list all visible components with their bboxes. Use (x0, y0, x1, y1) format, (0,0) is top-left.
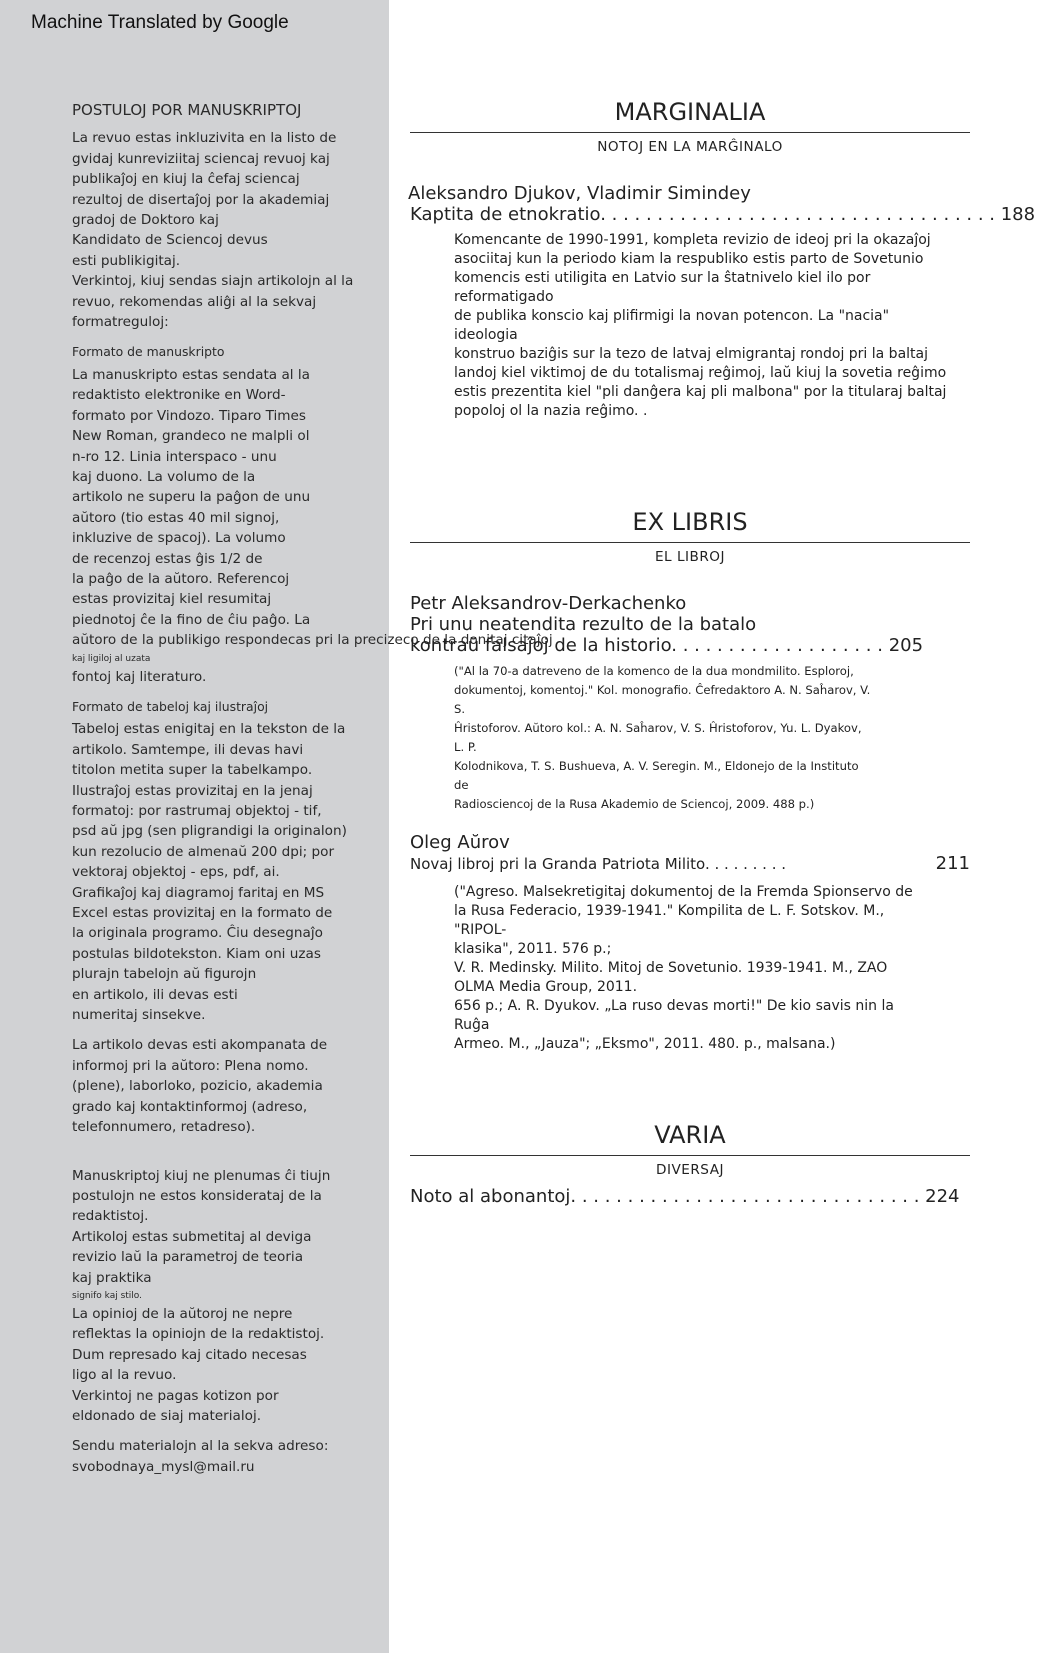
text-line: komencis esti utiligita en Latvio sur la ŝtatnivelo kiel ilo por reformatigado (454, 270, 871, 305)
text-line: en artikolo, ili devas esti (72, 986, 238, 1003)
text-line: plurajn tabelojn aŭ figurojn (72, 966, 257, 983)
text-line: esti publikigitaj. (72, 252, 181, 269)
text-line: telefonnumero, retadreso). (72, 1119, 256, 1136)
text-line: gradoj de Doktoro kaj (72, 212, 219, 229)
book-reference (454, 883, 924, 1054)
text-line: Kolodnikova, T. S. Bushueva, A. V. Seregin. M., Eldonejo de la Instituto de (454, 759, 859, 792)
text-line: Dum represado kaj citado necesas (72, 1346, 307, 1363)
exlibris-section (410, 505, 970, 1054)
text-line: formatoj: por rastrumaj objektoj - tif, (72, 803, 322, 819)
text-line: Kandidato de Sciencoj devus (72, 232, 268, 249)
text-line: artikolo. Samtempe, ili devas havi (72, 741, 304, 758)
text-line: Komencante de 1990-1991, kompleta revizio de ideoj pri la okazaĵoj (454, 232, 931, 248)
text-line: landoj kiel viktimoj de du totalismaj reĝimoj, laŭ kiuj la sovetia reĝimo (454, 365, 947, 381)
toc-entry: Pri unu neatendita rezulto de la batalo (410, 614, 757, 635)
text-line: V. R. Medinsky. Milito. Mitoj de Sovetunio. 1939-1941. M., ZAO (454, 960, 888, 976)
section-heading: MARGINALIA (614, 98, 766, 126)
section-subheading: DIVERSAJ (656, 1162, 724, 1178)
text-line: grado kaj kontaktinformoj (adreso, (72, 1098, 308, 1115)
text-line: la paĝo de la aŭtoro. Referencoj (72, 570, 290, 587)
section-heading: VARIA (654, 1121, 726, 1149)
footnote-text: kaj ligiloj al uzata (72, 653, 151, 664)
divider (410, 1155, 970, 1156)
section-heading: EX LIBRIS (632, 508, 748, 536)
text-line: ("Al la 70-a datreveno de la komenco de la dua mondmilito. Esploroj, (454, 664, 854, 678)
text-line: revuo, rekomendas aliĝi al la sekvaj (72, 293, 317, 310)
text-line: Excel estas provizitaj en la formato de (72, 905, 333, 922)
book-reference (454, 662, 874, 814)
text-line: kaj praktika (72, 1269, 152, 1286)
text-line: dokumentoj, komentoj." Kol. monografio. Ĉefredaktoro A. N. Saĥarov, V. S. (454, 683, 871, 716)
guidelines-title: POSTULOJ POR MANUSKRIPTOJ (72, 101, 302, 119)
text-line: formatreguloj: (72, 314, 169, 331)
text-line: numeritaj sinsekve. (72, 1007, 206, 1024)
text-line: kun rezolucio de almenaŭ 200 dpi; por (72, 843, 335, 860)
text-line: La revuo estas inkluzivita en la listo de (72, 130, 337, 147)
intro-text (72, 128, 372, 332)
text-line: inkluzive de spacoj). La volumo (72, 530, 286, 547)
text-line: New Roman, grandeco ne malpli ol (72, 428, 310, 445)
text-line: Sendu materialojn al la sekva adreso: (72, 1438, 329, 1455)
email-address: svobodnaya_mysl@mail.ru (72, 1458, 255, 1475)
article-author: Oleg Aŭrov (410, 832, 510, 853)
text-line: 656 p.; A. R. Dyukov. „La ruso devas morti!" De kio savis nin la Ruĝa (454, 998, 894, 1033)
tables-text (72, 719, 372, 1025)
text-line: vektoraj objektoj - eps, pdf, ai. (72, 864, 280, 881)
text-line: fontoj kaj literaturo. (72, 668, 207, 685)
translation-banner: Machine Translated by Google (31, 12, 289, 33)
text-line: eldonado de siaj materialoj. (72, 1407, 262, 1424)
text-line: popoloj ol la nazia reĝimo. . (454, 403, 648, 419)
text-line: La opinioj de la aŭtoroj ne nepre (72, 1305, 293, 1322)
text-line: La manuskripto estas sendata al la (72, 366, 310, 383)
tables-subtitle: Formato de tabeloj kaj ilustraĵoj (72, 698, 269, 714)
text-line: Grafikaĵoj kaj diagramoj faritaj en MS (72, 884, 325, 901)
article-author: Petr Aleksandrov-Derkachenko (410, 593, 687, 614)
text-line: Verkintoj ne pagas kotizon por (72, 1387, 279, 1404)
send-address (72, 1436, 372, 1477)
text-line: ligo al la revuo. (72, 1367, 177, 1384)
text-line: Radiosciencoj de la Rusa Akademio de Sciencoj, 2009. 488 p.) (454, 797, 815, 811)
footnote-text: signifo kaj stilo. (72, 1290, 143, 1301)
article-abstract (454, 231, 954, 421)
marginalia-section (408, 95, 1036, 421)
table-of-contents (408, 95, 1036, 1207)
article-author: Aleksandro Djukov, Vladimir Simindey (408, 183, 751, 204)
format-subtitle: Formato de manuskripto (72, 344, 225, 360)
text-line: la originala programo. Ĉiu desegnaĵo (72, 925, 323, 942)
toc-entry: Noto al abonantoj. . . . . . . . . . . . . . . . . . . . . . . . . . . . . . . 224 (410, 1186, 960, 1207)
text-line: klasika", 2011. 576 p.; (454, 941, 612, 957)
text-line: Manuskriptoj kiuj ne plenumas ĉi tiujn (72, 1167, 331, 1184)
text-line: postulas bildotekston. Kiam oni uzas (72, 945, 321, 962)
text-line: redaktistoj. (72, 1208, 149, 1225)
text-line: de recenzoj estas ĝis 1/2 de (72, 550, 263, 567)
text-line: de publika konscio kaj plifirmigi la novan potencon. La "nacia" ideologia (454, 308, 890, 343)
varia-section (410, 1118, 970, 1207)
text-line: postulojn ne estos konsiderataj de la (72, 1187, 322, 1204)
text-line: Verkintoj, kiuj sendas siajn artikolojn al la (72, 273, 354, 290)
text-line: psd aŭ jpg (sen pligrandigi la originalon) (72, 823, 347, 840)
text-line: (plene), laborloko, pozicio, akademia (72, 1078, 323, 1095)
text-line: Ĥristoforov. Aŭtoro kol.: A. N. Saĥarov, V. S. Ĥristoforov, Yu. L. Dyakov, L. P. (454, 721, 862, 754)
text-line: La artikolo devas esti akompanata de (72, 1037, 328, 1054)
text-line: revizio laŭ la parametroj de teoria (72, 1249, 304, 1266)
toc-entry: kontraŭ falsaĵoj de la historio. . . . . . . . . . . . . . . . . . . 205 (410, 635, 924, 656)
text-line: aŭtoro (tio estas 40 mil signoj, (72, 509, 280, 526)
toc-entry: Novaj libroj pri la Granda Patriota Milito. . . . . . . . . (410, 855, 787, 873)
opinion-text (72, 1304, 372, 1426)
text-line: la Rusa Federacio, 1939-1941." Kompilita de L. F. Sotskov. M., "RIPOL- (454, 903, 885, 938)
text-line: aŭtoro de la publikigo respondecas pri la precizeco de la donitaj citaĵoj (72, 632, 553, 649)
rules-text (72, 1166, 372, 1304)
text-line: n-ro 12. Linia interspaco - unu (72, 448, 277, 465)
section-subheading: EL LIBROJ (654, 549, 726, 565)
text-line: konstruo baziĝis sur la tezo de latvaj elmigrantaj rondoj pri la baltaj (454, 346, 928, 362)
text-line: publikaĵoj en kiuj la ĉefaj sciencaj (72, 171, 300, 188)
text-line: Ilustraĵoj estas provizitaj en la jenaj (72, 782, 313, 799)
text-line: formato por Vindozo. Tiparo Times (72, 407, 306, 424)
text-line: piednotoj ĉe la fino de ĉiu paĝo. La (72, 611, 311, 628)
toc-entry-row (410, 853, 970, 875)
text-line: rezultoj de disertaĵoj por la akademiaj (72, 191, 330, 208)
text-line: ("Agreso. Malsekretigitaj dokumentoj de la Fremda Spionservo de (454, 884, 913, 900)
text-line: reflektas la opiniojn de la redaktistoj. (72, 1326, 325, 1343)
text-line: OLMA Media Group, 2011. (454, 979, 638, 995)
text-line: asociitaj kun la periodo kiam la respubliko estis parto de Sovetunio (454, 251, 924, 267)
text-line: artikolo ne superu la paĝon de unu (72, 489, 311, 506)
toc-entry: Kaptita de etnokratio. . . . . . . . . . . . . . . . . . . . . . . . . . . . . . . . . . . 188 (410, 204, 1036, 225)
text-line: redaktisto elektronike en Word- (72, 387, 286, 404)
text-line: Tabeloj estas enigitaj en la tekston de la (72, 721, 346, 738)
text-line: Armeo. M., „Jauza"; „Eksmo", 2011. 480. p., malsana.) (454, 1036, 836, 1052)
section-subheading: NOTOJ EN LA MARĜINALO (597, 139, 783, 155)
divider (410, 542, 970, 543)
text-line: informoj pri la aŭtoro: Plena nomo. (72, 1057, 309, 1074)
text-line: estas provizitaj kiel resumitaj (72, 591, 272, 608)
text-line: titolon metita super la tabelkampo. (72, 762, 313, 779)
page-number: 211 (935, 853, 970, 874)
text-line: Artikoloj estas submetitaj al deviga (72, 1228, 312, 1245)
text-line: estis prezentita kiel "pli danĝera kaj pli malbona" por la titularaj baltaj (454, 384, 947, 400)
text-line: gvidaj kunreviziitaj sciencaj revuoj kaj (72, 150, 330, 167)
text-line: kaj duono. La volumo de la (72, 468, 256, 485)
divider (410, 132, 970, 133)
author-info-text (72, 1035, 372, 1137)
